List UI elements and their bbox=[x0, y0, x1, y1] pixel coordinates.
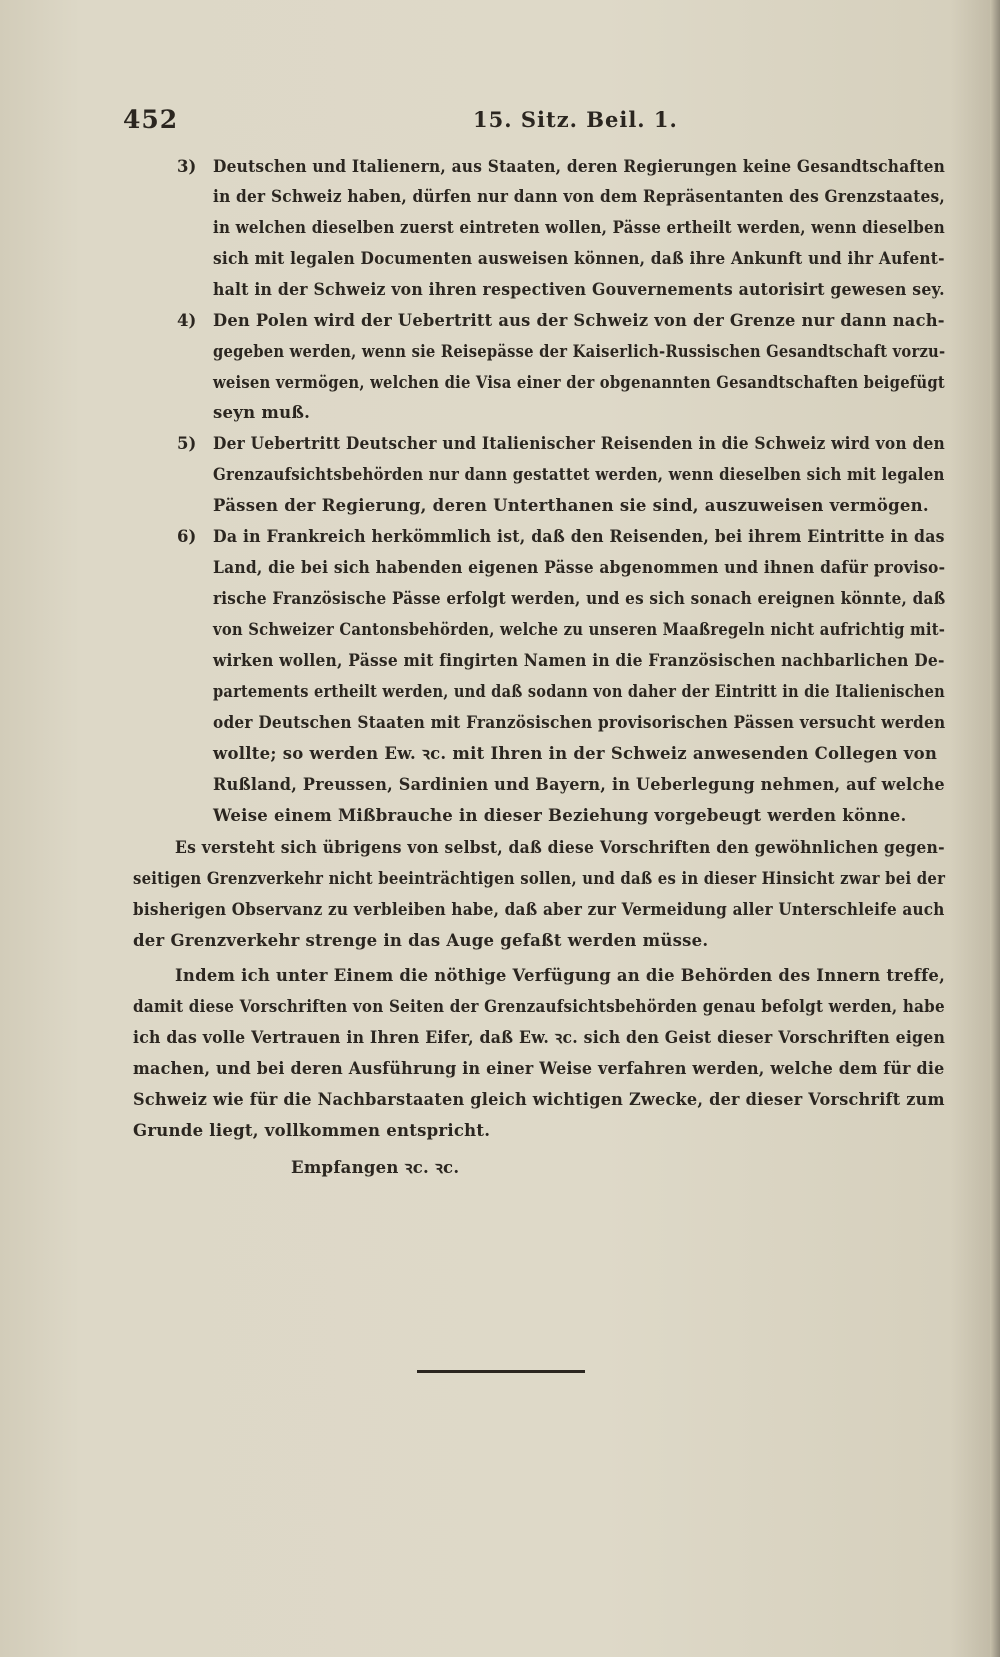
item-number: 4) bbox=[177, 311, 197, 330]
text-line: Es versteht sich übrigens von selbst, daß diese Vorschriften den gewöhnlichen gegen- bbox=[175, 838, 945, 857]
text-line: Da in Frankreich herkömmlich ist, daß den Reisenden, bei ihrem Eintritte in das bbox=[213, 527, 945, 546]
text-line: wirken wollen, Pässe mit fingirten Namen in die Französischen nachbarlichen De- bbox=[213, 651, 945, 670]
item-number: 6) bbox=[177, 527, 197, 546]
text-line: wollte; so werden Ew. ꝛc. mit Ihren in der Schweiz anwesenden Collegen von bbox=[213, 744, 938, 763]
text-line: weisen vermögen, welchen die Visa einer der obgenannten Gesandtschaften beigefügt bbox=[213, 373, 945, 392]
text-line: partements ertheilt werden, und daß sodann von daher der Eintritt in die Italienischen bbox=[213, 682, 945, 701]
text-line: seitigen Grenzverkehr nicht beeinträchtigen sollen, und daß es in dieser Hinsicht zwar bei der bbox=[133, 869, 946, 888]
text-line: ich das volle Vertrauen in Ihren Eifer, daß Ew. ꝛc. sich den Geist dieser Vorschriften eigen bbox=[133, 1028, 946, 1047]
text-line: gegeben werden, wenn sie Reisepässe der Kaiserlich-Russischen Gesandtschaft vorzu- bbox=[213, 342, 946, 361]
text-line: sich mit legalen Documenten ausweisen können, daß ihre Ankunft und ihr Aufent- bbox=[213, 249, 945, 268]
text-line: der Grenzverkehr strenge in das Auge gefaßt werden müsse. bbox=[133, 931, 709, 950]
page-header bbox=[123, 105, 893, 145]
closing-line: Empfangen ꝛc. ꝛc. bbox=[291, 1158, 460, 1177]
text-line: halt in der Schweiz von ihren respectiven Gouvernements autorisirt gewesen sey. bbox=[213, 280, 945, 299]
text-line: Weise einem Mißbrauche in dieser Beziehung vorgebeugt werden könne. bbox=[213, 806, 907, 825]
text-line: machen, und bei deren Ausführung in einer Weise verfahren werden, welche dem für die bbox=[133, 1059, 945, 1078]
text-line: seyn muß. bbox=[213, 403, 311, 422]
text-line: Grunde liegt, vollkommen entspricht. bbox=[133, 1121, 491, 1140]
running-head: 15. Sitz. Beil. 1. bbox=[473, 107, 678, 132]
text-line: Land, die bei sich habenden eigenen Pässe abgenommen und ihnen dafür proviso- bbox=[213, 558, 946, 577]
text-line: Den Polen wird der Uebertritt aus der Schweiz von der Grenze nur dann nach- bbox=[213, 311, 945, 330]
page-number: 452 bbox=[123, 105, 179, 134]
text-line: Deutschen und Italienern, aus Staaten, deren Regierungen keine Gesandtschaften bbox=[213, 157, 946, 176]
text-line: in der Schweiz haben, dürfen nur dann von dem Repräsentanten des Grenzstaates, bbox=[213, 187, 946, 206]
text-line: bisherigen Observanz zu verbleiben habe, daß aber zur Vermeidung aller Unterschleife auch bbox=[133, 900, 945, 919]
text-line: damit diese Vorschriften von Seiten der Grenzaufsichtsbehörden genau befolgt werden, habe bbox=[133, 997, 945, 1016]
text-line: Grenzaufsichtsbehörden nur dann gestattet werden, wenn dieselben sich mit legalen bbox=[213, 465, 945, 484]
text-line: Schweiz wie für die Nachbarstaaten gleich wichtigen Zwecke, der dieser Vorschrift zum bbox=[133, 1090, 945, 1109]
text-line: von Schweizer Cantonsbehörden, welche zu unseren Maaßregeln nicht aufrichtig mit- bbox=[213, 620, 946, 639]
text-line: oder Deutschen Staaten mit Französischen provisorischen Pässen versucht werden bbox=[213, 713, 946, 732]
end-rule bbox=[417, 1370, 585, 1373]
text-line: rische Französische Pässe erfolgt werden, und es sich sonach ereignen könnte, daß bbox=[213, 589, 946, 608]
item-number: 3) bbox=[177, 157, 197, 176]
text-line: Der Uebertritt Deutscher und Italienischer Reisenden in die Schweiz wird von den bbox=[213, 434, 945, 453]
text-line: in welchen dieselben zuerst eintreten wollen, Pässe ertheilt werden, wenn dieselben bbox=[213, 218, 945, 237]
page-edge bbox=[990, 0, 1000, 1657]
text-line: Pässen der Regierung, deren Unterthanen sie sind, auszuweisen vermögen. bbox=[213, 496, 929, 515]
item-number: 5) bbox=[177, 434, 197, 453]
text-line: Rußland, Preussen, Sardinien und Bayern, in Ueberlegung nehmen, auf welche bbox=[213, 775, 945, 794]
text-line: Indem ich unter Einem die nöthige Verfügung an die Behörden des Innern treffe, bbox=[175, 966, 946, 985]
